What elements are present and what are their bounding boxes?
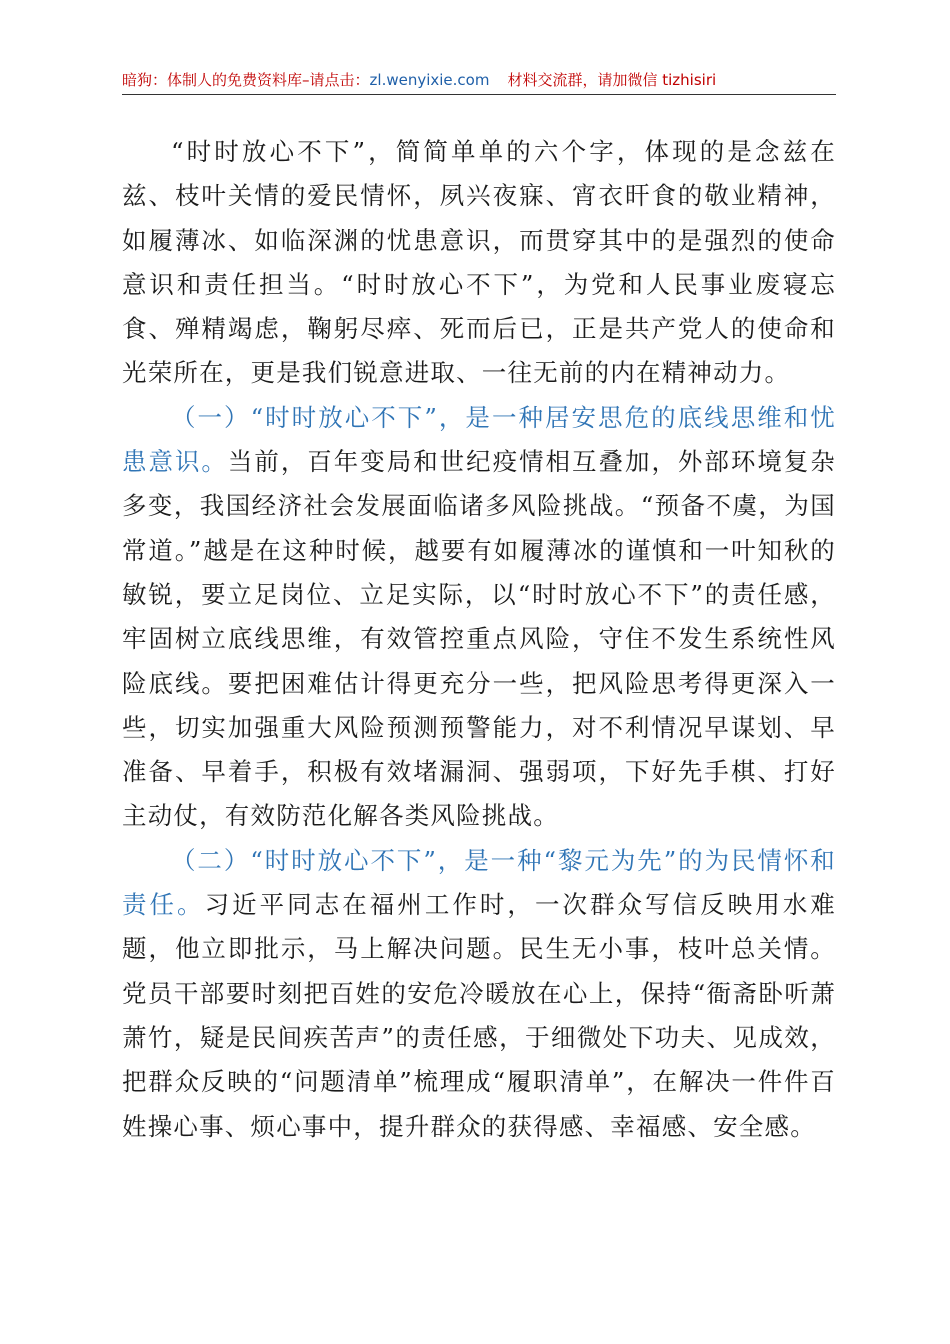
header-click-prefix: –请点击： — [302, 71, 370, 89]
paragraph-section-2 — [122, 839, 836, 1149]
paragraph-text: “时时放心不下”，简简单单的六个字，体现的是念兹在兹、枝叶关情的爱民情怀，夙兴夜寐、宵衣旰食的敬业精神，如履薄冰、如临深渊的忧患意识，而贯穿其中的是强烈的使命意识和责任担当。“时时放心不下”，为党和人民事业废寝忘食、殚精竭虑，鞠躬尽瘁、死而后已，正是共产党人的使命和光荣所在，更是我们锐意进取、一往无前的内在精神动力。 — [122, 137, 836, 388]
page-header — [122, 66, 836, 95]
section-1-heading: （一）“时时放心不下”，是一种居安思危的底线思维和忧患意识。 — [122, 402, 836, 477]
section-2-heading: （二）“时时放心不下”，是一种“黎元为先”的为民情怀和责任。 — [122, 845, 836, 920]
section-1-text: 当前，百年变局和世纪疫情相互叠加，外部环境复杂多变，我国经济社会发展面临诸多风险挑战。“预备不虞，为国常道。”越是在这种时候，越要有如履薄冰的谨慎和一叶知秋的敏锐，要立足岗位、立足实际，以“时时放心不下”的责任感，牢固树立底线思维，有效管控重点风险，守住不发生系统性风险底线。要把困难估计得更充分一些，把风险思考得更深入一些，切实加强重大风险预测预警能力，对不利情况早谋划、早准备、早着手，积极有效堵漏洞、强弱项，下好先手棋、打好主动仗，有效防范化解各类风险挑战。 — [122, 447, 836, 831]
paragraph-intro — [122, 130, 836, 396]
header-group-text: 材料交流群，请加微信 tizhisiri — [507, 71, 717, 89]
header-site-name: 暗狗：体制人的免费资料库 — [122, 71, 303, 89]
document-body — [122, 130, 836, 1149]
section-2-text: 习近平同志在福州工作时，一次群众写信反映用水难题，他立即批示，马上解决问题。民生无小事，枝叶总关情。党员干部要时刻把百姓的安危冷暖放在心上，保持“衙斋卧听萧萧竹，疑是民间疾苦声”的责任感，于细微处下功夫、见成效，把群众反映的“问题清单”梳理成“履职清单”，在解决一件件百姓操心事、烦心事中，提升群众的获得感、幸福感、安全感。 — [122, 890, 836, 1141]
header-url-link[interactable]: zl.wenyixie.com — [369, 71, 490, 89]
paragraph-section-1 — [122, 396, 836, 839]
